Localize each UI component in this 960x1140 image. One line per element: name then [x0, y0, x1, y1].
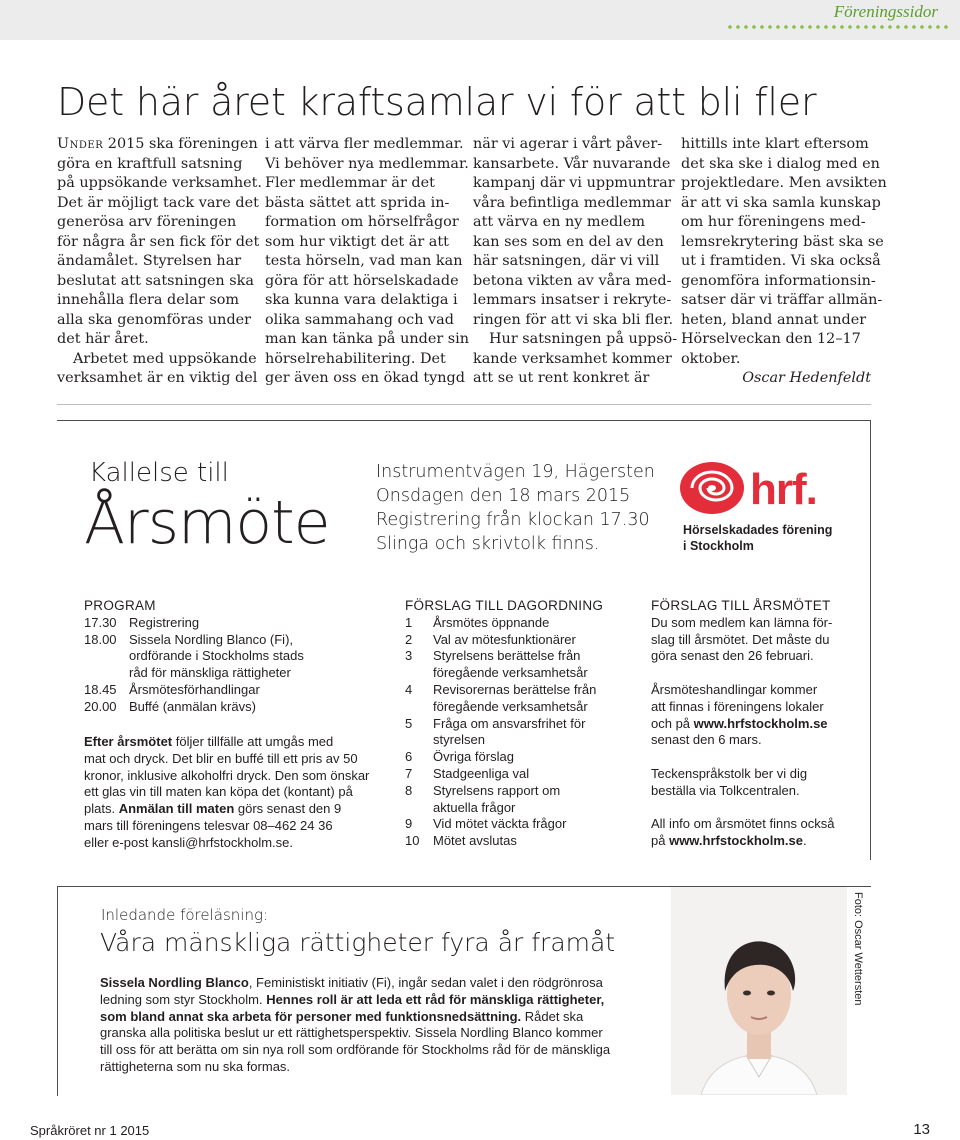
- col4-line-5: om hur föreningens med-: [681, 214, 866, 230]
- venue-registration: Registrering från klockan 17.30: [376, 510, 650, 530]
- section-label: Föreningssidor: [833, 2, 938, 21]
- col3-line-4: våra befintliga medlemmar: [473, 194, 671, 211]
- col2-line-7: testa hörseln, vad man kan: [265, 253, 463, 269]
- proposals-section: [651, 598, 835, 850]
- col1-line-5: generösa arv föreningen: [57, 214, 237, 230]
- agenda-item: [405, 783, 603, 800]
- program-section: [84, 598, 304, 716]
- agenda-number: 2: [405, 631, 413, 647]
- program-text: Årsmötesförhandlingar: [129, 681, 260, 697]
- dinner-info: [84, 734, 369, 852]
- agenda-item: [405, 682, 603, 699]
- header-dots: [726, 24, 948, 30]
- website-link-2[interactable]: www.hrfstockholm.se: [669, 833, 803, 849]
- article-column-1: [57, 135, 262, 389]
- col3-line-1: när vi agerar i vårt påver-: [473, 136, 663, 152]
- dinner-line-3: kronor, inklusive alkoholfri dryck. Den som önskar: [84, 767, 370, 783]
- col1-line-2: göra en kraftfull satsning: [57, 155, 243, 172]
- col3-line-8: betona vikten av våra med-: [473, 272, 672, 289]
- agenda-text: Revisorernas berättelse från: [433, 681, 597, 697]
- agenda-text: Styrelsens berättelse från: [433, 648, 581, 664]
- dinner-line-7: eller e-post kansli@hrfstockholm.se.: [84, 834, 293, 850]
- col2-line-12: hörselrehabilitering. Det: [265, 350, 446, 367]
- lecture-line-2: ledning som styr Stockholm. Hennes roll är att leda ett råd för mänskliga rättigheter,: [100, 991, 605, 1007]
- program-item: [84, 615, 304, 632]
- proposals-heading: FÖRSLAG TILL ÅRSMÖTET: [651, 598, 831, 613]
- dinner-line-1: Efter årsmötet följer tillfälle att umgås med: [84, 734, 334, 749]
- program-time: 20.00: [84, 698, 117, 714]
- agenda-text: föregående verksamhetsår: [433, 665, 588, 681]
- header-band: [0, 0, 960, 40]
- col4-line-4: är att vi ska samla kunskap: [681, 194, 881, 211]
- agenda-item: [405, 732, 603, 749]
- agenda-item: [405, 816, 603, 833]
- program-item: [84, 648, 304, 665]
- agenda-item: [405, 800, 603, 817]
- col1-line-13: verksamhet är en viktig del: [57, 370, 258, 386]
- meeting-title: Årsmöte: [84, 488, 330, 558]
- col1-line-9: innehålla flera delar som: [57, 292, 240, 308]
- agenda-text: styrelsen: [433, 732, 486, 748]
- lecture-line-6: rättigheterna som nu ska formas.: [100, 1058, 291, 1074]
- col4-line-9: satser där vi träffar allmän-: [681, 292, 883, 308]
- program-item: [84, 665, 304, 682]
- documents-line4: senast den 6 mars.: [651, 732, 762, 748]
- agenda-item: [405, 833, 603, 850]
- agenda-text: Stadgeenliga val: [433, 765, 530, 781]
- interpreter-line1: Teckenspråkstolk ber vi dig: [651, 765, 808, 781]
- col1-line-10: alla ska genomföras under: [57, 311, 252, 328]
- dinner-line-6: mars till föreningens telesvar 08–462 24 36: [84, 817, 333, 833]
- section-divider: [57, 404, 871, 405]
- col2-line-13: ger även oss en ökad tyngd: [265, 370, 465, 386]
- agenda-text: Val av mötesfunktionärer: [433, 631, 576, 647]
- agenda-list: [405, 615, 603, 850]
- program-item: [84, 632, 304, 649]
- agenda-number: 3: [405, 648, 413, 664]
- speaker-photo: [671, 887, 847, 1095]
- col4-line-10: heten, bland annat under: [681, 311, 867, 328]
- dinner-line-2: mat och dryck. Det blir en buffé till ett pris av 50: [84, 750, 358, 766]
- col2-line-8: göra för att hörselskadade: [265, 272, 459, 289]
- col3-line-9: lemmars insatser i rekryte-: [473, 292, 672, 308]
- col3-line-6: kan ses som en del av den: [473, 233, 664, 250]
- agenda-number: 1: [405, 614, 413, 630]
- program-text: Buffé (anmälan krävs): [129, 698, 256, 714]
- col4-line-3: projektledare. Men avsikten: [681, 175, 887, 191]
- hrf-logo: [678, 458, 833, 518]
- hrf-logo-text: hrf.: [750, 465, 817, 514]
- col4-line-1: hittills inte klart eftersom: [681, 136, 869, 152]
- col2-line-1: i att värva fler medlemmar.: [265, 136, 464, 152]
- agenda-number: 7: [405, 765, 413, 781]
- program-time: 17.30: [84, 614, 117, 630]
- agenda-item: [405, 615, 603, 632]
- col3-line-12: kande verksamhet kommer: [473, 350, 672, 367]
- col2-line-2: Vi behöver nya medlemmar.: [265, 155, 469, 172]
- lecture-body: [100, 975, 610, 1076]
- col1-line-11: det här året.: [57, 331, 149, 347]
- agenda-text: Fråga om ansvarsfrihet för: [433, 715, 586, 731]
- agenda-item: [405, 766, 603, 783]
- agenda-item: [405, 716, 603, 733]
- col3-line-11: Hur satsningen på uppsö-: [489, 331, 678, 347]
- page-number: 13: [913, 1121, 930, 1138]
- dinner-line-4: ett glas vin till maten kan köpa det (kontant) på: [84, 784, 353, 800]
- lecture-line-4: granska alla politiska beslut ur ett rättighetsperspektiv. Sissela Nordling Blanco kommer: [100, 1025, 603, 1041]
- agenda-text: Övriga förslag: [433, 749, 514, 765]
- agenda-text: Mötet avslutas: [433, 833, 517, 849]
- agenda-heading: FÖRSLAG TILL DAGORDNING: [405, 598, 604, 613]
- documents-line1: Årsmöteshandlingar kommer: [651, 681, 818, 697]
- col2-line-5: formation om hörselfrågor: [265, 214, 459, 230]
- agenda-text: aktuella frågor: [433, 799, 516, 815]
- agenda-item: [405, 699, 603, 716]
- photo-credit: Foto: Oscar Wettersten: [852, 892, 864, 1006]
- agenda-text: Styrelsens rapport om: [433, 782, 561, 798]
- col1-line-7: ändamålet. Styrelsen har: [57, 253, 242, 269]
- agenda-text: föregående verksamhetsår: [433, 698, 588, 714]
- footer-publication: Språkröret nr 1 2015: [30, 1123, 150, 1138]
- col4-line-6: lemsrekrytering bäst ska se: [681, 233, 884, 250]
- lecture-intro: Inledande föreläsning:: [101, 906, 268, 924]
- agenda-item: [405, 665, 603, 682]
- col2-line-10: olika sammahang och vad: [265, 311, 454, 328]
- dinner-line-5: plats. Anmälan till maten görs senast den 9: [84, 801, 342, 817]
- website-link[interactable]: www.hrfstockholm.se: [693, 715, 828, 731]
- article-column-3: [473, 135, 677, 389]
- hrf-name-line2: i Stockholm: [683, 539, 754, 553]
- program-text: Sissela Nordling Blanco (Fi),: [129, 631, 294, 647]
- meeting-kallelse: Kallelse till: [89, 458, 229, 488]
- col1-line-12: Arbetet med uppsökande: [73, 350, 257, 367]
- agenda-number: 9: [405, 816, 413, 832]
- agenda-number: 10: [405, 833, 420, 849]
- col3-line-2: kansarbete. Vår nuvarande: [473, 155, 671, 172]
- info-line1: All info om årsmötet finns också: [651, 816, 835, 832]
- venue-accessibility: Slinga och skrivtolk finns.: [376, 534, 600, 554]
- lecture-line-1: Sissela Nordling Blanco, Feministiskt initiativ (Fi), ingår sedan valet i den rödgrönrosa: [100, 975, 603, 990]
- agenda-item: [405, 632, 603, 649]
- program-item: [84, 699, 304, 716]
- col2-line-11: man kan tänka på under sin: [265, 331, 470, 347]
- documents-line2: att finnas i föreningens lokaler: [651, 698, 824, 714]
- col1-line-6: för några år sen fick för det: [57, 233, 260, 250]
- col1-line-1: Under 2015 ska föreningen: [57, 136, 258, 152]
- col1-line-8: beslutat att satsningen ska: [57, 272, 254, 289]
- lecture-line-5: till oss för att berätta om sin nya roll som ordförande för Stockholms råd för de mänskliga: [100, 1042, 611, 1058]
- info-line2: på www.hrfstockholm.se.: [651, 833, 807, 849]
- agenda-item: [405, 749, 603, 766]
- agenda-number: 6: [405, 749, 413, 765]
- article-column-4: [681, 135, 887, 389]
- col2-line-9: ska kunna vara delaktiga i: [265, 292, 458, 308]
- lecture-line-3: som bland annat ska arbeta för personer med funktionsnedsättning. Rådet ska: [100, 1008, 584, 1024]
- agenda-number: 4: [405, 681, 413, 697]
- article-author: Oscar Hedenfeldt: [742, 370, 871, 386]
- col3-line-10: ringen för att vi ska bli fler.: [473, 311, 674, 328]
- agenda-text: Vid mötet väckta frågor: [433, 816, 567, 832]
- venue-date: Onsdagen den 18 mars 2015: [376, 486, 631, 506]
- col4-line-8: genomföra informationsin-: [681, 272, 876, 289]
- col3-line-5: att värva en ny medlem: [473, 214, 646, 230]
- agenda-number: 8: [405, 782, 413, 798]
- documents-line3: och på www.hrfstockholm.se: [651, 715, 828, 731]
- col4-line-2: det ska ske i dialog med en: [681, 155, 880, 172]
- hrf-name-line1: Hörselskadades förening: [683, 523, 833, 537]
- lecture-title: Våra mänskliga rättigheter fyra år framåt: [100, 928, 616, 957]
- article-column-2: [265, 135, 469, 389]
- program-text: ordförande i Stockholms stads: [129, 648, 304, 664]
- col1-line-4: Det är möjligt tack vare det: [57, 194, 259, 211]
- proposals-p1-line3: göra senast den 26 februari.: [651, 648, 814, 664]
- col3-line-3: kampanj där vi uppmuntrar: [473, 175, 675, 191]
- proposals-p1-line1: Du som medlem kan lämna för-: [651, 614, 833, 630]
- article-headline: Det här året kraftsamlar vi för att bli fler: [57, 80, 817, 124]
- proposals-p1-line2: slag till årsmötet. Det måste du: [651, 631, 830, 647]
- col2-line-6: som hur viktigt det är att: [265, 233, 449, 250]
- program-item: [84, 682, 304, 699]
- agenda-section: [405, 598, 603, 850]
- program-time: 18.00: [84, 631, 117, 647]
- col4-line-12: oktober.: [681, 350, 741, 367]
- col2-line-3: Fler medlemmar är det: [265, 175, 435, 191]
- program-list: [84, 615, 304, 716]
- program-time: 18.45: [84, 681, 117, 697]
- program-text: Registrering: [129, 614, 200, 630]
- col4-line-11: Hörselveckan den 12–17: [681, 331, 861, 347]
- hrf-swirl-icon: [680, 462, 744, 514]
- agenda-item: [405, 648, 603, 665]
- col3-line-7: här satsningen, där vi vill: [473, 253, 660, 269]
- col1-line-3: på uppsökande verksamhet.: [57, 175, 262, 191]
- col4-line-7: ut i framtiden. Vi ska också: [681, 253, 881, 269]
- agenda-text: Årsmötes öppnande: [433, 614, 550, 630]
- agenda-number: 5: [405, 715, 413, 731]
- program-text: råd för mänskliga rättigheter: [129, 665, 291, 681]
- program-heading: PROGRAM: [84, 598, 156, 613]
- interpreter-line2: beställa via Tolkcentralen.: [651, 782, 800, 798]
- venue-address: Instrumentvägen 19, Hägersten: [376, 462, 655, 482]
- col2-line-4: bästa sättet att sprida in-: [265, 194, 450, 211]
- col3-line-13: att se ut rent konkret är: [473, 370, 650, 386]
